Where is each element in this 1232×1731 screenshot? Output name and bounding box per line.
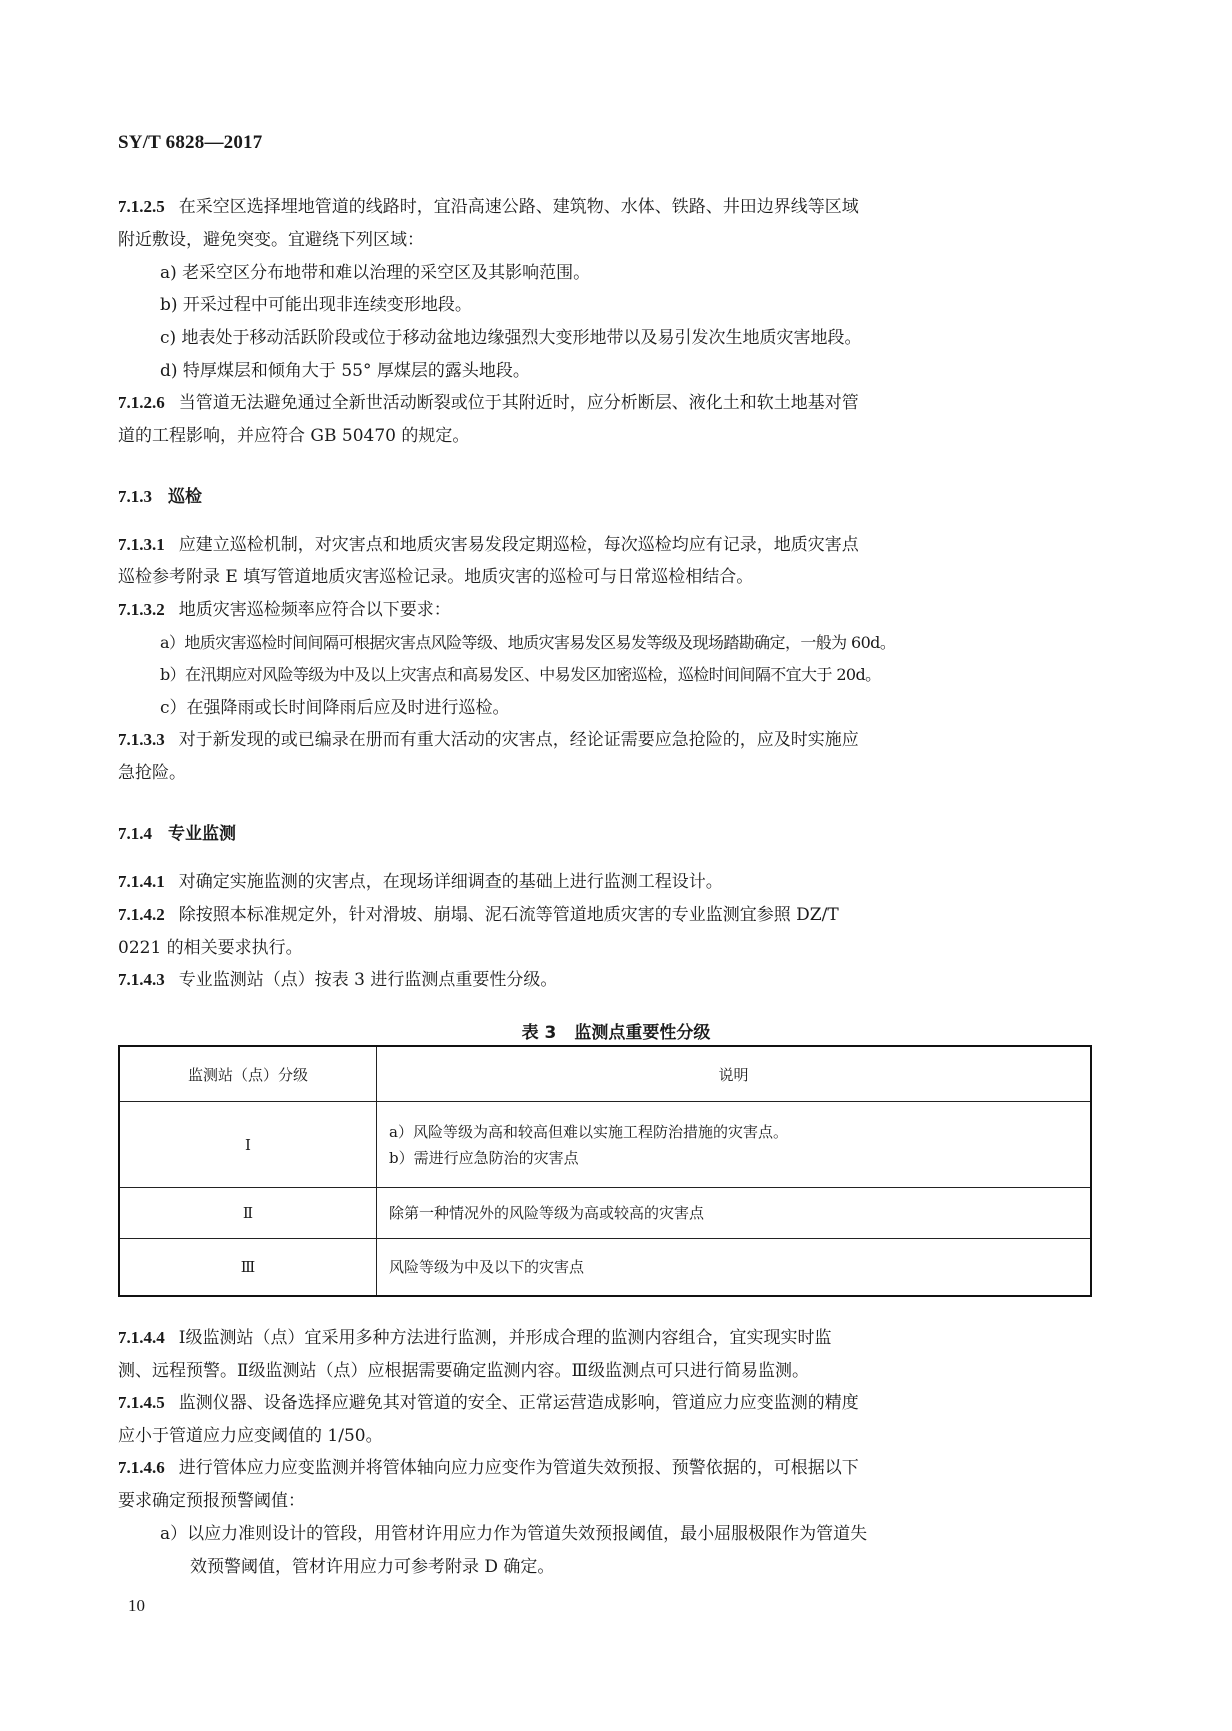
clause-text: 当管道无法避免通过全新世活动断裂或位于其附近时，应分析断层、液化土和软土地基对管: [178, 393, 859, 413]
list-item: c）在强降雨或长时间降雨后应及时进行巡检。: [160, 698, 510, 718]
page-number: 10: [128, 1596, 145, 1615]
clause-number: 7.1.4.3: [118, 970, 165, 989]
document-id-header: SY/T 6828—2017: [118, 132, 263, 153]
clause-text-cont: 测、远程预警。Ⅱ级监测站（点）应根据需要确定监测内容。Ⅲ级监测点可只进行简易监测。: [118, 1361, 809, 1381]
clause-number: 7.1.2.5: [118, 197, 165, 216]
clause-text: 监测仪器、设备选择应避免其对管道的安全、正常运营造成影响，管道应力应变监测的精度: [178, 1393, 859, 1413]
monitoring-level-table: [118, 1045, 1092, 1297]
clause-number: 7.1.3.2: [118, 600, 165, 619]
clause-text: 除按照本标准规定外，针对滑坡、崩塌、泥石流等管道地质灾害的专业监测宜参照 DZ/T: [178, 905, 839, 925]
column-header-level: 监测站（点）分级: [119, 1046, 377, 1102]
clause-7-1-4-5: [118, 1392, 1114, 1414]
clause-text: 对确定实施监测的灾害点，在现场详细调查的基础上进行监测工程设计。: [178, 872, 723, 892]
section-heading-7-1-3: [118, 482, 202, 507]
clause-7-1-4-6: [118, 1457, 1114, 1479]
clause-7-1-2-6: [118, 392, 1114, 414]
clause-7-1-2-5: [118, 196, 1114, 218]
clause-7-1-3-2: [118, 599, 1114, 621]
clause-7-1-4-2: [118, 904, 1114, 926]
clause-number: 7.1.4.1: [118, 872, 165, 891]
clause-7-1-4-1: [118, 871, 1114, 893]
clause-text: 在采空区选择埋地管道的线路时，宜沿高速公路、建筑物、水体、铁路、井田边界线等区域: [178, 197, 859, 217]
clause-number: 7.1.4.4: [118, 1328, 165, 1347]
clause-text: 地质灾害巡检频率应符合以下要求：: [178, 600, 451, 620]
list-item: a) 老采空区分布地带和难以治理的采空区及其影响范围。: [160, 263, 591, 283]
list-item: b）在汛期应对风险等级为中及以上灾害点和高易发区、中易发区加密巡检，巡检时间间隔不宜大于 20d。: [160, 665, 881, 684]
table-header-row: [119, 1046, 1091, 1102]
clause-text: 专业监测站（点）按表 3 进行监测点重要性分级。: [178, 970, 558, 990]
clause-text-cont: 巡检参考附录 E 填写管道地质灾害巡检记录。地质灾害的巡检可与日常巡检相结合。: [118, 567, 754, 587]
description-cell: 风险等级为中及以下的灾害点: [377, 1239, 1092, 1297]
clause-number: 7.1.3.1: [118, 535, 165, 554]
table-row: [119, 1239, 1091, 1297]
clause-text-cont: 0221 的相关要求执行。: [118, 938, 303, 958]
clause-7-1-4-4: [118, 1327, 1114, 1349]
section-number: 7.1.4: [118, 824, 152, 843]
table-caption: [0, 1018, 1232, 1043]
clause-number: 7.1.3.3: [118, 730, 165, 749]
section-title: 巡检: [168, 487, 202, 507]
clause-text-cont: 要求确定预报预警阈值：: [118, 1491, 305, 1511]
clause-text-cont: 急抢险。: [118, 763, 186, 783]
level-cell: Ⅰ: [119, 1102, 377, 1188]
column-header-description: 说明: [377, 1046, 1092, 1102]
clause-7-1-3-1: [118, 534, 1114, 556]
clause-text: Ⅰ级监测站（点）宜采用多种方法进行监测，并形成合理的监测内容组合，宜实现实时监: [178, 1328, 832, 1348]
clause-number: 7.1.2.6: [118, 393, 165, 412]
description-cell: [377, 1102, 1092, 1188]
clause-7-1-4-3: [118, 969, 1114, 991]
section-number: 7.1.3: [118, 487, 152, 506]
level-cell: Ⅲ: [119, 1239, 377, 1297]
section-title: 专业监测: [168, 824, 236, 844]
list-item: a）地质灾害巡检时间间隔可根据灾害点风险等级、地质灾害易发区易发等级及现场踏勘确定，一般为 60d。: [160, 633, 896, 652]
level-cell: Ⅱ: [119, 1188, 377, 1239]
clause-text-cont: 道的工程影响，并应符合 GB 50470 的规定。: [118, 426, 470, 446]
table-row: [119, 1188, 1091, 1239]
clause-text-cont: 附近敷设，避免突变。宜避绕下列区域：: [118, 230, 424, 250]
table-title: 监测点重要性分级: [574, 1023, 711, 1043]
section-heading-7-1-4: [118, 819, 236, 844]
table-row: [119, 1102, 1091, 1188]
clause-number: 7.1.4.2: [118, 905, 165, 924]
list-item-cont: 效预警阈值，管材许用应力可参考附录 D 确定。: [190, 1557, 555, 1577]
table-number: 表 3: [521, 1023, 557, 1043]
clause-number: 7.1.4.6: [118, 1458, 165, 1477]
list-item: d) 特厚煤层和倾角大于 55° 厚煤层的露头地段。: [160, 361, 530, 381]
description-line: b）需进行应急防治的灾害点: [389, 1148, 579, 1167]
clause-text: 对于新发现的或已编录在册而有重大活动的灾害点，经论证需要应急抢险的，应及时实施应: [178, 730, 859, 750]
clause-7-1-3-3: [118, 729, 1114, 751]
list-item: a）以应力准则设计的管段，用管材许用应力作为管道失效预报阈值，最小屈服极限作为管道失: [160, 1524, 868, 1544]
description-cell: 除第一种情况外的风险等级为高或较高的灾害点: [377, 1188, 1092, 1239]
clause-number: 7.1.4.5: [118, 1393, 165, 1412]
description-line: a）风险等级为高和较高但难以实施工程防治措施的灾害点。: [389, 1122, 788, 1141]
clause-text: 进行管体应力应变监测并将管体轴向应力应变作为管道失效预报、预警依据的，可根据以下: [178, 1458, 859, 1478]
clause-text-cont: 应小于管道应力应变阈值的 1/50。: [118, 1426, 383, 1446]
list-item: c) 地表处于移动活跃阶段或位于移动盆地边缘强烈大变形地带以及易引发次生地质灾害地段。: [160, 328, 862, 348]
clause-text: 应建立巡检机制，对灾害点和地质灾害易发段定期巡检，每次巡检均应有记录，地质灾害点: [178, 535, 859, 555]
list-item: b) 开采过程中可能出现非连续变形地段。: [160, 295, 472, 315]
